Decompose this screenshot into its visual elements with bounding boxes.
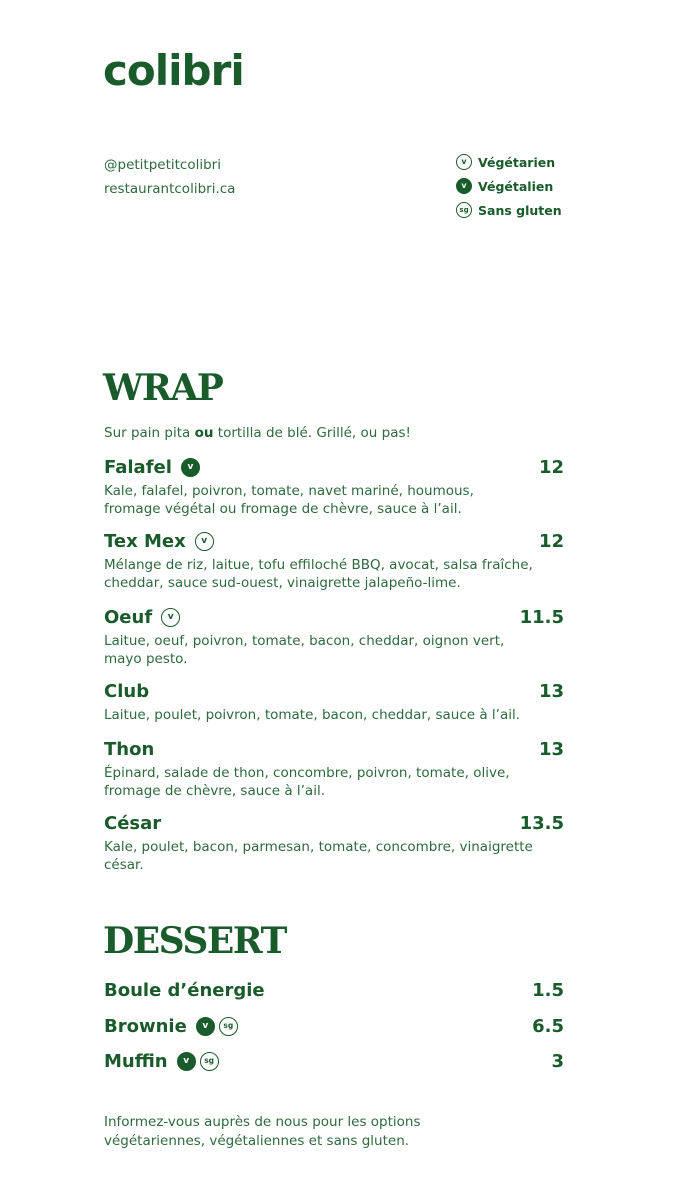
item-price: 12 — [538, 456, 564, 478]
item-price: 11.5 — [519, 606, 564, 628]
item-name: Boule d’énergie — [104, 979, 265, 1001]
item-price: 1.5 — [532, 979, 564, 1001]
menu-item — [104, 529, 564, 592]
menu-item — [104, 455, 564, 518]
intro-text: tortilla de blé. Grillé, ou pas! — [213, 425, 411, 441]
item-name: Brownie — [104, 1015, 187, 1037]
contact-info — [104, 153, 235, 201]
gluten-free-badge-icon: sg — [456, 202, 472, 218]
website-link[interactable]: restaurantcolibri.ca — [104, 181, 236, 197]
item-name: Club — [104, 680, 150, 702]
item-price: 13 — [538, 680, 564, 702]
wrap-intro — [104, 425, 411, 441]
menu-item — [104, 605, 564, 668]
item-description: Mélange de riz, laitue, tofu effiloché BBQ, avocat, salsa fraîche, cheddar, sauce sud-ouest, vinaigrette jalapeño-lime. — [104, 557, 533, 591]
item-name: Falafel — [104, 456, 172, 478]
item-description: Laitue, oeuf, poivron, tomate, bacon, cheddar, oignon vert, mayo pesto. — [104, 633, 505, 667]
item-price: 3 — [551, 1050, 564, 1072]
vegan-badge-icon: v — [456, 178, 472, 194]
item-name: Muffin — [104, 1050, 168, 1072]
item-price: 13.5 — [519, 812, 564, 834]
item-price: 6.5 — [532, 1015, 564, 1037]
gluten-free-badge-icon: sg — [219, 1017, 238, 1036]
section-title-dessert: DESSERT — [103, 920, 286, 962]
menu-item — [104, 1049, 564, 1073]
vegan-badge-icon: v — [177, 1052, 196, 1071]
item-description: Laitue, poulet, poivron, tomate, bacon, cheddar, sauce à l’ail. — [104, 707, 521, 723]
item-name: Thon — [104, 738, 155, 760]
item-name: Oeuf — [104, 606, 153, 628]
legend-vegan — [456, 174, 562, 198]
menu-item — [104, 1014, 564, 1038]
menu-item — [104, 811, 564, 874]
vegetarian-badge-icon: v — [161, 608, 180, 627]
item-price: 13 — [538, 738, 564, 760]
legend-label: Végétalien — [478, 178, 554, 194]
diet-legend — [456, 150, 562, 222]
vegetarian-badge-icon: v — [195, 532, 214, 551]
item-price: 12 — [538, 530, 564, 552]
vegetarian-badge-icon: v — [456, 154, 472, 170]
instagram-handle: @petitpetitcolibri — [104, 157, 221, 173]
item-name: César — [104, 812, 162, 834]
section-title-wrap: WRAP — [103, 367, 223, 409]
vegan-badge-icon: v — [196, 1017, 215, 1036]
item-description: Kale, poulet, bacon, parmesan, tomate, concombre, vinaigrette césar. — [104, 839, 533, 873]
intro-emphasis: ou — [194, 425, 214, 441]
gluten-free-badge-icon: sg — [200, 1052, 219, 1071]
vegan-badge-icon: v — [181, 458, 200, 477]
brand-logo: colibri — [103, 46, 244, 95]
legend-gluten-free — [456, 198, 562, 222]
legend-vegetarian — [456, 150, 562, 174]
item-description: Épinard, salade de thon, concombre, poivron, tomate, olive, fromage de chèvre, sauce à l’ail. — [104, 765, 510, 799]
footer-note: Informez-vous auprès de nous pour les options végétariennes, végétaliennes et sans gluten. — [104, 1114, 421, 1149]
legend-label: Végétarien — [478, 154, 556, 170]
menu-item — [104, 679, 564, 724]
legend-label: Sans gluten — [478, 202, 562, 218]
menu-item — [104, 737, 564, 800]
menu-item — [104, 978, 564, 1002]
intro-text: Sur pain pita — [104, 425, 195, 441]
item-name: Tex Mex — [104, 530, 186, 552]
item-description: Kale, falafel, poivron, tomate, navet mariné, houmous, fromage végétal ou fromage de chèvre, sauce à l’ail. — [104, 483, 474, 517]
